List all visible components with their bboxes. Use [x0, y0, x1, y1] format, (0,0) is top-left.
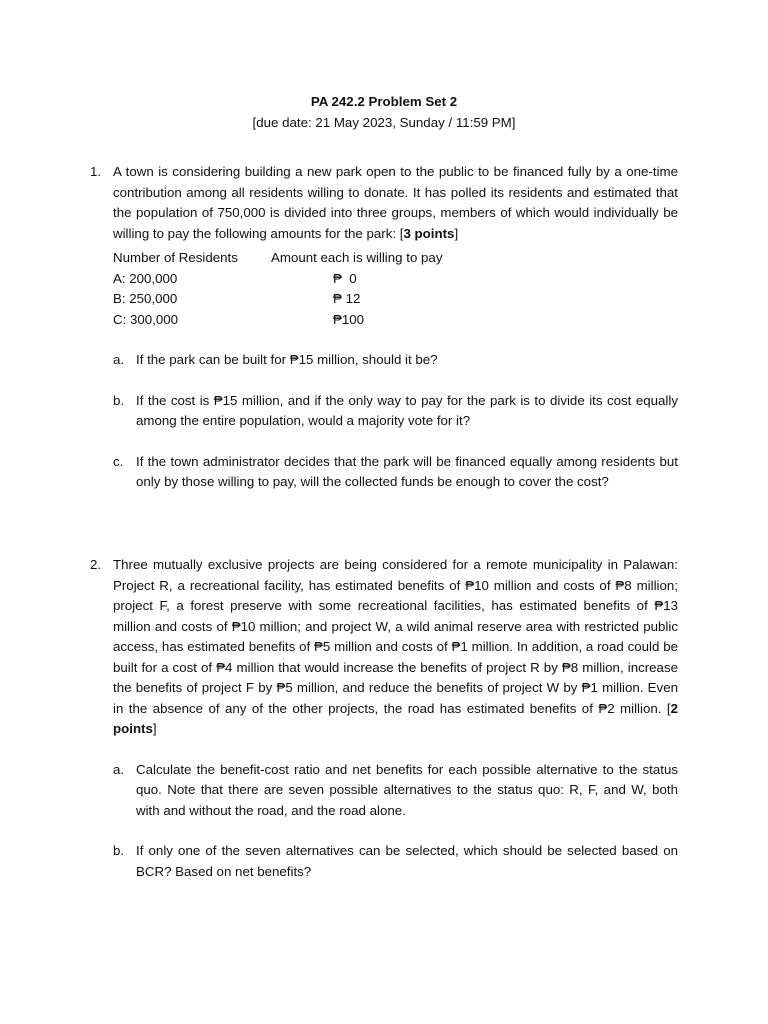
amount-cell: ₱ 0: [333, 270, 357, 286]
subquestion-b: [113, 841, 678, 882]
subquestion-a: [113, 350, 678, 371]
subquestion-letter: b.: [113, 843, 125, 858]
problem-number: 2.: [90, 557, 102, 572]
subquestions: [113, 350, 678, 493]
amount-cell: ₱ 12: [333, 291, 361, 306]
subquestion-letter: a.: [113, 761, 125, 777]
problem-1: [90, 162, 678, 493]
subquestion-b: [113, 391, 678, 432]
group-cell: C: 300,000: [113, 311, 179, 327]
subquestion-text: If the cost is ₱15 million, and if the only way to pay for the park is to divide its cost equally among the entire population, would a majority vote for it?: [136, 392, 678, 428]
subquestion-text: If the town administrator decides that the park will be financed equally among residents but only by those willing to pay, will the collected funds be enough to cover the cost?: [136, 453, 678, 489]
subquestion-c: [113, 452, 678, 493]
table-row: [113, 269, 678, 290]
document-header: [0, 92, 768, 133]
problem-number: 1.: [90, 164, 102, 179]
subquestion-letter: a.: [113, 352, 125, 367]
points-label: 3 points: [403, 225, 455, 241]
amount-cell: ₱100: [333, 311, 365, 327]
points-label: 2 points: [113, 700, 678, 736]
table-header-row: [113, 248, 678, 269]
group-cell: A: 200,000: [113, 270, 178, 286]
subquestion-text: Calculate the benefit-cost ratio and net benefits for each possible alternative to the status quo. Note that there are seven possible alternatives to the status quo: R, F, and W, both with and without the road, and the road alone.: [136, 761, 678, 818]
problem-text-main: A town is considering building a new park open to the public to be financed fully by a one-time contribution among all residents willing to donate. It has polled its residents and estimated that the population of 750,000 is divided into three groups, members of which would individually be willing to pay the following amounts for the park: [: [113, 164, 678, 241]
residents-table: [113, 248, 678, 330]
problem-text-end: ]: [152, 721, 157, 736]
problem-text-end: ]: [454, 225, 459, 241]
subquestions: [113, 760, 678, 883]
document-title: PA 242.2 Problem Set 2: [310, 94, 458, 109]
column-header-amount: Amount each is willing to pay: [271, 250, 443, 265]
problem-text: [113, 162, 678, 244]
group-cell: B: 250,000: [113, 291, 178, 306]
subquestion-text: If only one of the seven alternatives can be selected, which should be selected based on BCR? Based on net benefits?: [136, 843, 678, 879]
due-date: [due date: 21 May 2023, Sunday / 11:59 PM]: [252, 114, 516, 130]
problem-2: [90, 555, 678, 882]
problem-text: [113, 555, 678, 740]
subquestion-letter: b.: [113, 392, 125, 408]
table-row: [113, 310, 678, 331]
column-header-residents: Number of Residents: [113, 250, 238, 265]
problem-text-main: Three mutually exclusive projects are being considered for a remote municipality in Palawan: Project R, a recreational facility, has estimated benefits of ₱10 million and costs of ₱8 million; project F, a forest preserve with some recreational facilities, has estimated benefits of ₱13 million and costs of ₱10 million; and project W, a wild animal reserve area with restricted public access, has estimated benefits of ₱5 million and costs of ₱1 million. In addition, a road could be built for a cost of ₱4 million that would increase the benefits of project R by ₱8 million, increase the benefits of project F by ₱5 million, and reduce the benefits of project W by ₱1 million. Even in the absence of any of the other projects, the road has estimated benefits of ₱2 million. [: [113, 557, 678, 716]
subquestion-text: If the park can be built for ₱15 million, should it be?: [136, 352, 438, 367]
table-row: [113, 289, 678, 310]
subquestion-a: [113, 760, 678, 822]
subquestion-letter: c.: [113, 453, 124, 469]
